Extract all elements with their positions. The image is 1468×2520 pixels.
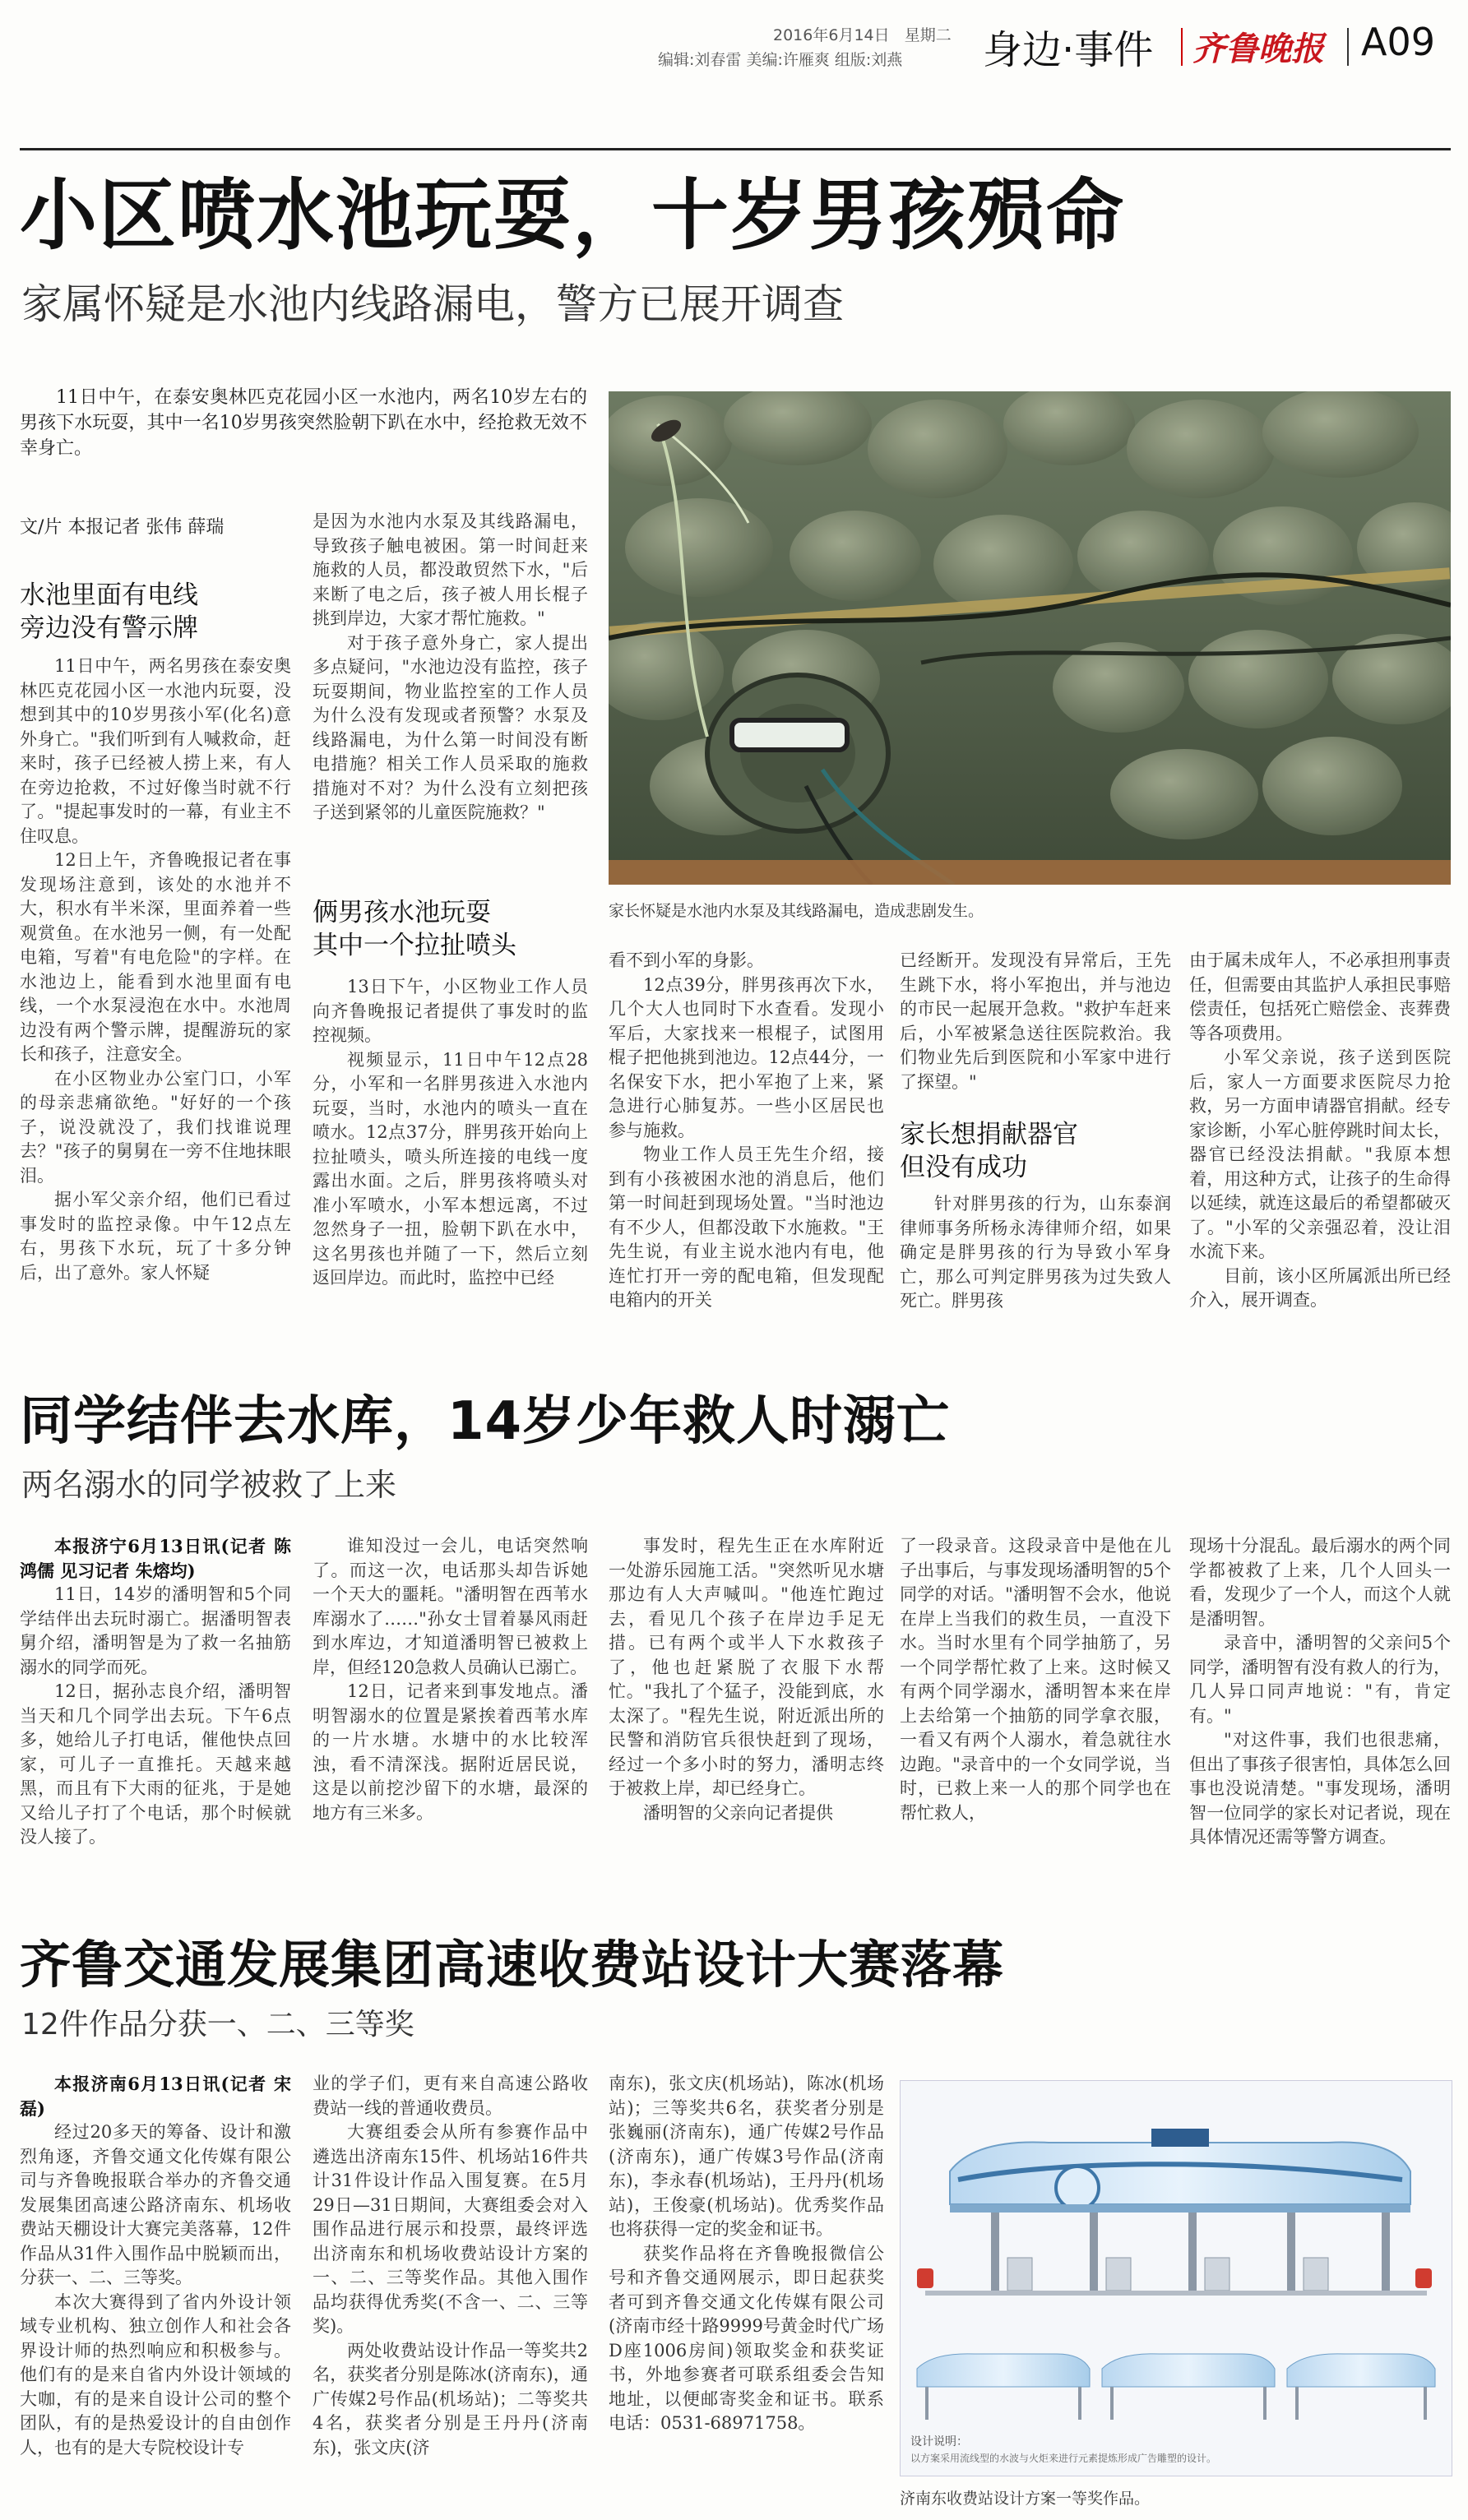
a1-col2-para-3: 13日下午，小区物业工作人员向齐鲁晚报记者提供了事发时的监控视频。 [313,977,588,1045]
a3-column-3 [609,2072,884,2508]
a1-col4-para-2: 针对胖男孩的行为，山东泰润律师事务所杨永涛律师介绍，如果确定是胖男孩的行为导致小军身亡，那么可判定胖男孩为过失致人死亡。胖男孩 [900,1194,1171,1311]
a3-col1-para-1: 经过20多天的筹备、设计和激烈角逐，齐鲁交通文化传媒有限公司与齐鲁晚报联合举办的齐鲁交通发展集团高速公路济南东、机场收费站天棚设计大赛完美落幕，12件作品从31件入围作品中脱颖而出，分获一、二、三等奖。 [20,2122,291,2287]
a1-col3-para-1: 看不到小军的身影。 [609,950,764,970]
a2-col2-para-1: 谁知没过一会儿，电话突然响了。而这一次，电话那头却告诉她一个天大的噩耗。"潘明智在西苇水库溺水了……"孙女士冒着暴风雨赶到水库边，才知道潘明智已被救上岸，但经120急救人员确认已溺亡。 [313,1536,588,1677]
a1-subhead-1 [20,579,291,645]
a2-column-4 [900,1534,1171,1856]
a2-col1-para-1: 11日，14岁的潘明智和5个同学结伴出去玩时溺亡。据潘明智表舅介绍，潘明智是为了救一名抽筋溺水的同学而死。 [20,1584,291,1677]
a1-photo-caption: 家长怀疑是水池内水泵及其线路漏电，造成悲剧发生。 [609,902,984,920]
a1-col2-para-1: 是因为水池内水泵及其线路漏电，导致孩子触电被困。第一时间赶来施救的人员，都没敢贸然下水，"后来断了电之后，孩子被人用长棍子挑到岸边，大家才帮忙施救。" [313,511,588,628]
divider-1 [1181,28,1183,66]
a1-column-5 [1189,949,1451,1324]
a1-col1-para-3: 在小区物业办公室门口，小军的母亲悲痛欲绝。"好好的一个孩子，说没就没了，我们找谁说理去？"孩子的舅舅在一旁不住地抹眼泪。 [20,1068,291,1186]
a1-subhead-2-line1: 俩男孩水池玩耍 [313,898,491,927]
a1-col2-para-4: 视频显示，11日中午12点28分，小军和一名胖男孩进入水池内玩耍，当时，水池内的喷头一直在喷水。12点37分，胖男孩开始向上拉扯喷头，喷头所连接的电线一度露出水面。之后，胖男孩将喷头对准小军喷水，小军本想远离，不过忽然身子一扭，脸朝下趴在水中，这名男孩也并随了一下，然后立刻返回岸边。而此时，监控中已经 [313,1049,588,1288]
toll-station-rendering [901,2081,1452,2476]
board-design-note: 以方案采用流线型的水波与火炬来进行元素提炼形成广告雕塑的设计。 [910,2453,1217,2464]
a3-col2-para-2: 大赛组委会从所有参赛作品中遴选出济南东15件、机场站16件共计31件设计作品入围复赛。在5月29日—31日期间，大赛组委会对入围作品进行展示和投票，最终评选出济南东和机场收费站设计方案的一、二、三等奖作品。其他入围作品均获得优秀奖(不含一、二、三等奖)。 [313,2122,588,2336]
a2-col5-para-1: 现场十分混乱。最后溺水的两个同学都被救了上来，几个人回头一看，发现少了一个人，而这个人就是潘明智。 [1189,1536,1451,1629]
a2-col1-para-2: 12日，据孙志良介绍，潘明智当天和几个同学出去玩。下午6点多，她给儿子打电话，催他快点回家，可儿子一直推托。天越来越黑，而且有下大雨的征兆，于是她又给儿子打了个电话，那个时候就没人接了。 [20,1681,291,1847]
a3-column-2 [313,2072,588,2508]
a1-col3-para-3: 物业工作人员王先生介绍，接到有小孩被困水池的消息后，他们第一时间赶到现场处置。"当时池边有不少人，但都没敢下水施救。"王先生说，有业主说水池内有电，他连忙打开一旁的配电箱，但发现配电箱内的开关 [609,1144,884,1310]
a1-subhead-3-line2: 但没有成功 [900,1153,1027,1182]
a1-subheadline: 家属怀疑是水池内线路漏电，警方已展开调查 [21,280,844,328]
a2-subheadline: 两名溺水的同学被救了上来 [21,1467,397,1503]
header-date: 2016年6月14日 [773,26,890,44]
a2-column-5 [1189,1534,1451,1856]
a1-col2-para-2: 对于孩子意外身亡，家人提出多点疑问，"水池边没有监控，孩子玩耍期间，物业监控室的工作人员为什么没有发现或者预警？水泵及线路漏电，为什么第一时间没有断电措施？相关工作人员采取的施救措施对不对？为什么没有立刻把孩子送到紧邻的儿童医院施救？" [313,632,588,822]
page-number: A09 [1361,20,1436,64]
a1-column-3 [609,949,884,1324]
a1-column-2-upper [313,510,588,873]
a2-headline: 同学结伴去水库，14岁少年救人时溺亡 [20,1391,951,1452]
a1-subhead-2 [313,896,588,962]
a1-column-2-lower [313,975,588,1324]
a1-subhead-3 [900,1118,1171,1184]
a3-photo-caption: 济南东收费站设计方案一等奖作品。 [900,2490,1151,2508]
a2-col2-para-2: 12日，记者来到事发地点。潘明智溺水的位置是紧挨着西苇水库的一片水塘。水塘中的水比较浑浊，看不清深浅。据附近居民说，这是以前挖沙留下的水塘，最深的地方有三米多。 [313,1681,588,1823]
header-rule [20,148,1451,150]
a1-col4-para-1: 已经断开。发现没有异常后，王先生跳下水，将小军抱出，并与池边的市民一起展开急救。"救护车赶来后，小军被紧急送往医院救治。我们物业先后到医院和小军家中进行了探望。" [900,950,1171,1092]
a3-col3-para-1: 南东)，张文庆(机场站)，陈冰(机场站)；三等奖共6名，获奖者分别是张巍丽(济南东)，通广传媒2号作品(济南东)，通广传媒3号作品(济南东)，李永春(机场站)，王丹丹(机场站)，王俊豪(机场站)。优秀奖作品也将获得一定的奖金和证书。 [609,2074,884,2239]
a1-subhead-1-line2: 旁边没有警示牌 [20,613,198,643]
header-weekday: 星期二 [904,26,952,44]
a1-col5-para-3: 目前，该小区所属派出所已经介入，展开调查。 [1189,1265,1451,1310]
a1-col1-para-1: 11日中午，两名男孩在泰安奥林匹克花园小区一水池内玩耍，没想到其中的10岁男孩小军(化名)意外身亡。"我们听到有人喊救命，赶来时，孩子已经被人捞上来，有人在旁边抢救，不过好像当时就不行了。"提起事发时的一幕，有业主不住叹息。 [20,656,291,846]
a1-lead [20,385,587,483]
a1-headline: 小区喷水池玩耍，十岁男孩殒命 [20,171,1126,261]
pool-photo-illustration [609,391,1451,885]
a1-subhead-2-line2: 其中一个拉扯喷头 [313,931,516,960]
header-date-line [773,23,952,45]
a3-col3-para-2: 获奖作品将在齐鲁晚报微信公号和齐鲁交通网展示，即日起获奖者可到齐鲁交通文化传媒有限公司(济南市经十路9999号黄金时代广场D座1006房间)领取奖金和获奖证书，外地参赛者可联系组委会告知地址，以便邮寄奖金和证书。联系电话：0531-68971758。 [609,2243,884,2433]
divider-2 [1347,28,1349,66]
a2-col3-para-2: 潘明智的父亲向记者提供 [643,1802,833,1823]
masthead [0,0,1468,86]
a2-column-1 [20,1534,291,1856]
a2-byline: 本报济宁6月13日讯(记者 陈鸿儒 见习记者 朱熔均) [20,1536,291,1581]
a1-column-1 [20,654,291,1324]
paper-logo: 齐鲁晚报 [1192,30,1324,68]
a2-col5-para-3: "对这件事，我们也很悲痛，但出了事孩子很害怕，具体怎么回事也没说清楚。"事发现场，潘明智一位同学的家长对记者说，现在具体情况还需等警方调查。 [1189,1730,1451,1847]
a1-col5-para-1: 由于属未成年人，不必承担刑事责任，但需要由其监护人承担民事赔偿责任，包括死亡赔偿金、丧葬费等各项费用。 [1189,950,1451,1043]
a1-col5-para-2: 小军父亲说，孩子送到医院后，家人一方面要求医院尽力抢救，另一方面申请器官捐献。经专家诊断，小军心脏停跳时间太长，器官已经没法捐献。"我原本想着，用这种方式，让孩子的生命得以延续，就连这最后的希望都破灭了。"小军的父亲强忍着，没让泪水流下来。 [1189,1047,1451,1261]
a3-col1-para-2: 本次大赛得到了省内外设计领域专业机构、独立创作人和社会各界设计师的热烈响应和积极参与。他们有的是来自省内外设计领域的大咖，有的是来自设计公司的整个团队，有的是热爱设计的自由创作人，也有的是大专院校设计专 [20,2291,291,2458]
a2-col5-para-2: 录音中，潘明智的父亲问5个同学，潘明智有没有救人的行为，几人异口同声地说："有，肯定有。" [1189,1633,1451,1726]
a2-column-2 [313,1534,588,1856]
a1-col1-para-4: 据小军父亲介绍，他们已看过事发时的监控录像。中午12点左右，男孩下水玩，玩了十多分钟后，出了意外。家人怀疑 [20,1190,291,1283]
a3-headline: 齐鲁交通发展集团高速收费站设计大赛落幕 [20,1935,1005,1995]
a3-col2-para-3: 两处收费站设计作品一等奖共2名，获奖者分别是陈冰(济南东)，通广传媒2号作品(机场站)；二等奖共4名，获奖者分别是王丹丹(济南东)，张文庆(济 [313,2340,588,2458]
a3-column-1 [20,2072,291,2508]
a1-col1-para-2: 12日上午，齐鲁晚报记者在事发现场注意到，该处的水池并不大，积水有半米深，里面养着一些观赏鱼。在水池另一侧，有一处配电箱，写着"有电危险"的字样。在水池边上，能看到水池里面有电线，一个水泵浸泡在水中。水池周边没有两个警示牌，提醒游玩的家长和孩子，注意安全。 [20,850,291,1064]
section-name: 身边·事件 [983,27,1154,73]
board-design-title: 设计说明： [910,2435,968,2448]
a3-subheadline: 12件作品分获一、二、三等奖 [21,2008,414,2041]
a1-col3-para-2: 12点39分，胖男孩再次下水，几个大人也同时下水查看。发现小军后，大家找来一根棍子，试图用棍子把他挑到池边。12点44分，一名保安下水，把小军抱了上来，紧急进行心肺复苏。一些小区居民也参与施救。 [609,974,884,1140]
a3-col2-para-1: 业的学子们，更有来自高速公路收费站一线的普通收费员。 [313,2074,588,2118]
a2-column-3 [609,1534,884,1856]
a1-subhead-1-line1: 水池里面有电线 [20,580,198,610]
a3-byline: 本报济南6月13日讯(记者 宋磊) [20,2074,291,2119]
a1-subhead-3-line1: 家长想捐献器官 [900,1120,1078,1149]
a1-byline: 文/片 本报记者 张伟 薛瑞 [20,517,225,538]
a2-col3-para-1: 事发时，程先生正在水库附近一处游乐园施工活。"突然听见水塘那边有人大声喊叫。"他连忙跑过去，看见几个孩子在岸边手足无措。已有两个或半人下水救孩子了，他也赶紧脱了衣服下水帮忙。"我扎了个猛子，没能到底，水太深了。"程先生说，附近派出所的民警和消防官兵很快赶到了现场，经过一个多小时的努力，潘明志终于被救上岸，却已经身亡。 [609,1536,884,1798]
a1-photo-pool [609,391,1451,885]
a1-column-4-lower [900,1192,1171,1324]
a2-col4-para-1: 了一段录音。这段录音中是他在儿子出事后，与事发现场潘明智的5个同学的对话。"潘明智不会水，他说在岸上当我们的救生员，一直没下水。当时水里有个同学抽筋了，另一个同学帮忙救了上来。这时候又有两个同学溺水，潘明智本来在岸上去给第一个抽筋的同学拿衣服，一看又有两个人溺水，着急就往水边跑。"录音中的一个女同学说，当时，已救上来一人的那个同学也在帮忙救人， [900,1536,1171,1823]
a3-design-board [900,2080,1452,2476]
header-editors: 编辑:刘春雷 美编:许雁爽 组版:刘燕 [658,51,903,69]
a1-column-4-upper [900,949,1171,1113]
a1-lead-text: 11日中午，在泰安奥林匹克花园小区一水池内，两名10岁左右的男孩下水玩耍，其中一名10岁男孩突然脸朝下趴在水中，经抢救无效不幸身亡。 [20,387,587,459]
